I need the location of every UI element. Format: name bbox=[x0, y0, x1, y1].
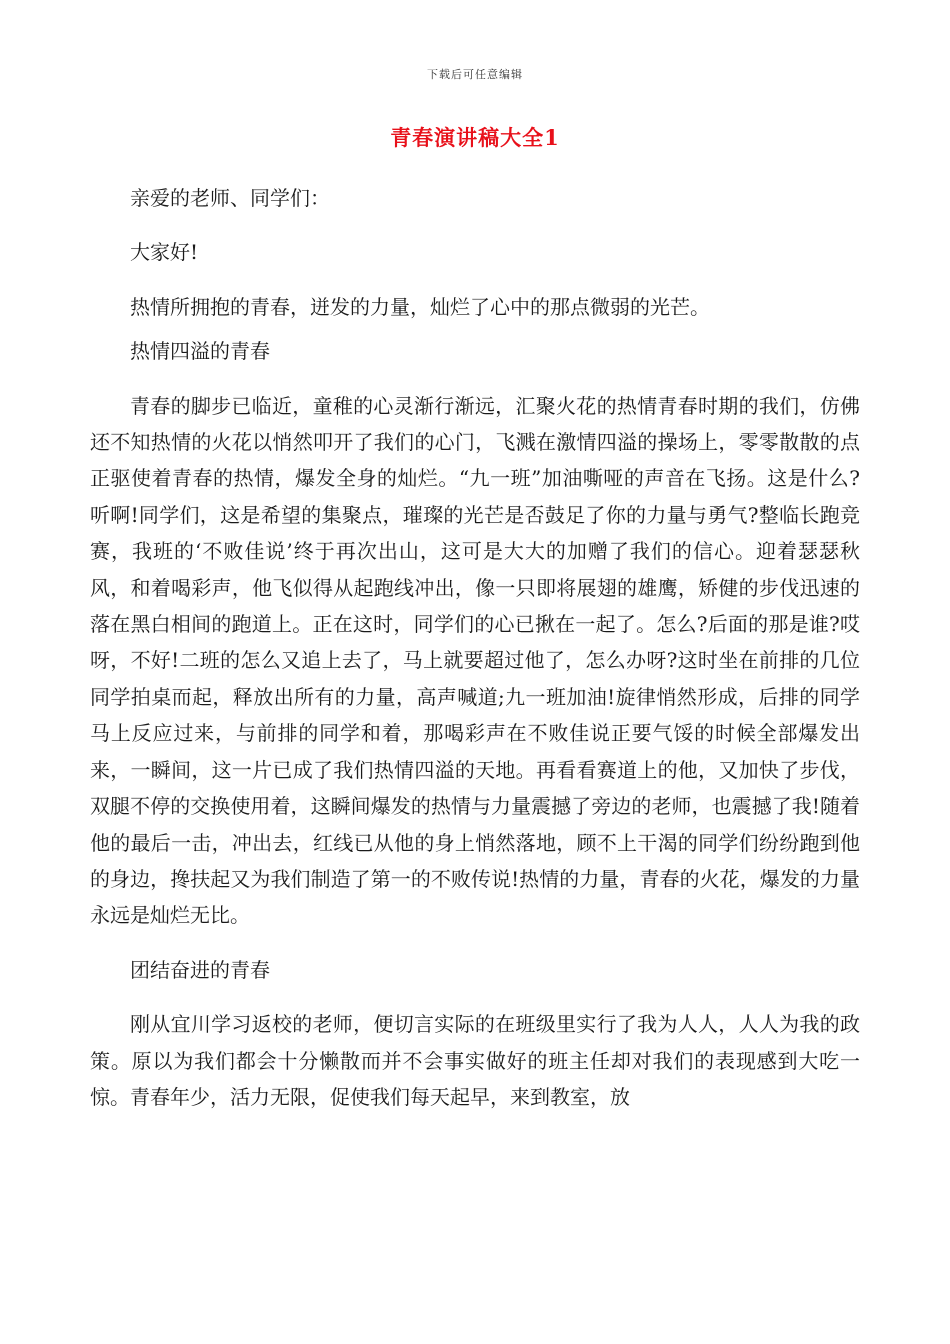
hello-line: 大家好! bbox=[130, 240, 199, 265]
section-body-1: 青春的脚步已临近，童稚的心灵渐行渐远，汇聚火花的热情青春时期的我们，仿佛还不知热情的火花以悄然叩开了我们的心门，飞溅在激情四溢的操场上，零零散散的点正驱使着青春的热情，爆发全身的灿烂。“九一班”加油嘶哑的声音在飞扬。这是什么?听啊!同学们，这是希望的集聚点，璀璨的光芒是否鼓足了你的力量与勇气?整临长跑竞赛，我班的‘不败佳说’终于再次出山，这可是大大的加赠了我们的信心。迎着瑟瑟秋风，和着喝彩声，他飞似得从起跑线冲出，像一只即将展翅的雄鹰，矫健的步伐迅速的落在黑白相间的跑道上。正在这时，同学们的心已揪在一起了。怎么?后面的那是谁?哎呀，不好!二班的怎么又追上去了，马上就要超过他了，怎么办呀?这时坐在前排的几位同学拍桌而起，释放出所有的力量，高声喊道;九一班加油!旋律悄然形成，后排的同学马上反应过来，与前排的同学和着，那喝彩声在不败佳说正要气馁的时候全部爆发出来，一瞬间，这一片已成了我们热情四溢的天地。再看看赛道上的他，又加快了步伐，双腿不停的交换使用着，这瞬间爆发的热情与力量震撼了旁边的老师，也震撼了我!随着他的最后一击，冲出去，红线已从他的身上悄然落地，顾不上干渴的同学们纷纷跑到他的身边，搀扶起又为我们制造了第一的不败传说!热情的力量，青春的火花，爆发的力量永远是灿烂无比。 bbox=[90, 393, 860, 928]
section-body-2: 刚从宜川学习返校的老师，便切言实际的在班级里实行了我为人人，人人为我的政策。原以为我们都会十分懒散而并不会事实做好的班主任却对我们的表现感到大吃一惊。青春年少，活力无限，促使我们每天起早，来到教室，放 bbox=[90, 1012, 860, 1109]
header-note: 下载后可任意编辑 bbox=[427, 68, 523, 81]
document-title: 青春演讲稿大全1 bbox=[390, 125, 560, 150]
document-body bbox=[90, 180, 860, 1115]
greeting: 亲爱的老师、同学们： bbox=[130, 186, 330, 210]
section-heading-1: 热情四溢的青春 bbox=[130, 339, 270, 364]
intro-paragraph: 热情所拥抱的青春，迸发的力量，灿烂了心中的那点微弱的光芒。 bbox=[130, 294, 710, 319]
section-heading-2: 团结奋进的青春 bbox=[130, 957, 270, 982]
